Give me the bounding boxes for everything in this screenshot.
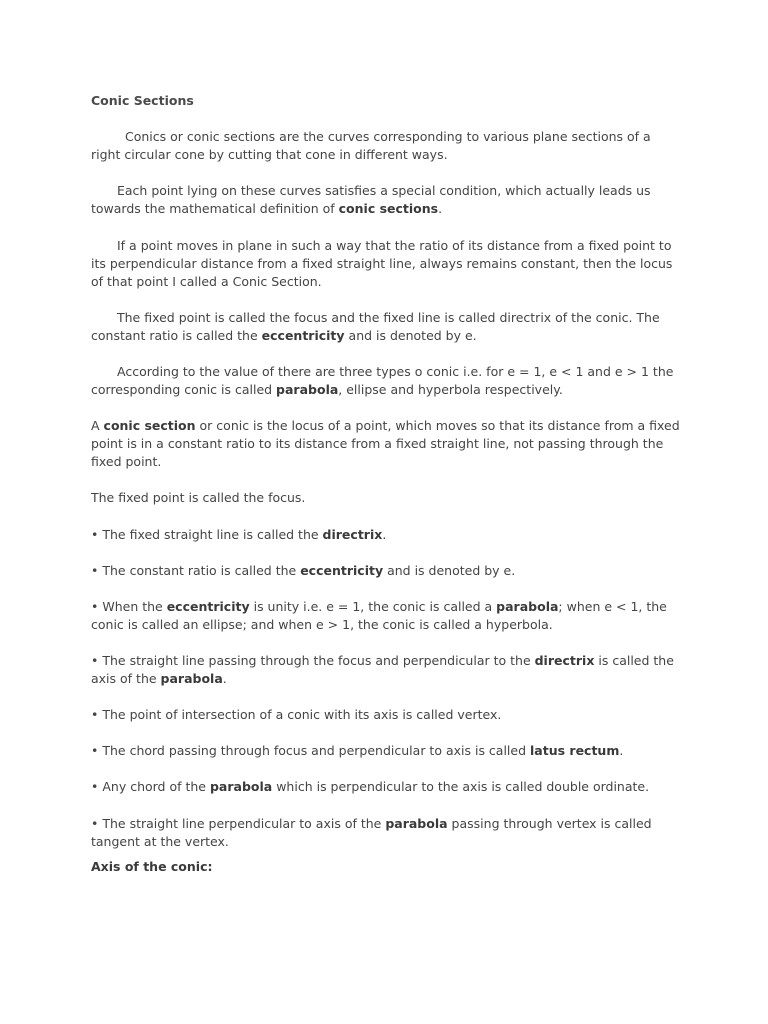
list-item bbox=[91, 652, 683, 688]
list-item bbox=[91, 598, 683, 634]
page-title: Conic Sections bbox=[91, 93, 194, 108]
bold-term: conic section bbox=[103, 418, 196, 433]
list-item-text: passing through vertex is called tangent at the vertex. bbox=[91, 816, 652, 849]
list-item-text: • The straight line perpendicular to axis of the bbox=[91, 816, 386, 831]
list-item-text: . bbox=[222, 671, 227, 686]
bold-term: eccentricity bbox=[166, 599, 250, 614]
list-item-text: • When the bbox=[91, 599, 167, 614]
paragraph-special-condition bbox=[91, 182, 683, 218]
bold-term: directrix bbox=[534, 653, 595, 668]
bold-term: latus rectum bbox=[530, 743, 620, 758]
list-item-text: • The constant ratio is called the bbox=[91, 563, 301, 578]
list-item bbox=[91, 706, 683, 724]
bold-term: eccentricity bbox=[300, 563, 384, 578]
paragraph-conic-section-definition bbox=[91, 417, 683, 471]
bold-term: directrix bbox=[322, 527, 383, 542]
bold-term: parabola bbox=[496, 599, 559, 614]
list-item-text: • The chord passing through focus and perpendicular to axis is called bbox=[91, 743, 531, 758]
list-item-text: which is perpendicular to the axis is called double ordinate. bbox=[272, 779, 650, 794]
list-item-text: and is denoted by e. bbox=[383, 563, 516, 578]
bold-term: eccentricity bbox=[261, 328, 345, 343]
paragraph-text: The fixed point is called the focus. bbox=[91, 490, 306, 505]
paragraph-text: The fixed point is called the focus and the fixed line is called directrix of the conic. The constant ratio is called the bbox=[91, 310, 660, 343]
paragraph-text: Each point lying on these curves satisfies a special condition, which actually leads us towards the mathematical definition of bbox=[91, 183, 651, 216]
paragraph-text: According to the value of there are three types o conic i.e. for e = 1, e < 1 and e > 1 the corresponding conic is called bbox=[91, 364, 674, 397]
paragraph-focus bbox=[91, 489, 683, 507]
paragraph-text: Conics or conic sections are the curves corresponding to various plane sections of a right circular cone by cutting that cone in different ways. bbox=[91, 129, 651, 162]
paragraph-focus-directrix bbox=[91, 309, 683, 345]
paragraph-locus-definition bbox=[91, 237, 683, 291]
paragraph-text: If a point moves in plane in such a way that the ratio of its distance from a fixed point to its perpendicular distance from a fixed straight line, always remains constant, then the locus of that point I called a Conic Section. bbox=[91, 238, 673, 289]
paragraph-text: . bbox=[438, 201, 443, 216]
section-heading: Axis of the conic: bbox=[91, 859, 213, 874]
bold-term: parabola bbox=[276, 382, 339, 397]
list-item bbox=[91, 778, 683, 796]
list-item bbox=[91, 562, 683, 580]
list-item-text: is unity i.e. e = 1, the conic is called a bbox=[249, 599, 497, 614]
paragraph-conics-intro bbox=[91, 128, 683, 164]
list-item bbox=[91, 526, 683, 544]
list-item-text: . bbox=[382, 527, 387, 542]
list-item bbox=[91, 815, 683, 851]
paragraph-conic-types bbox=[91, 363, 683, 399]
paragraph-text: A bbox=[91, 418, 104, 433]
list-item bbox=[91, 742, 683, 760]
list-item-text: . bbox=[619, 743, 624, 758]
paragraph-text: , ellipse and hyperbola respectively. bbox=[338, 382, 563, 397]
list-item-text: • The fixed straight line is called the bbox=[91, 527, 323, 542]
list-item-text: • The point of intersection of a conic with its axis is called vertex. bbox=[91, 707, 502, 722]
list-item-text: • The straight line passing through the focus and perpendicular to the bbox=[91, 653, 535, 668]
paragraph-text: and is denoted by e. bbox=[344, 328, 477, 343]
list-item-text: ; when e < 1, the conic is called an ellipse; and when e > 1, the conic is called a hyperbola. bbox=[91, 599, 667, 632]
paragraph-text: or conic is the locus of a point, which moves so that its distance from a fixed point is in a constant ratio to its distance from a fixed straight line, not passing through the fixed point. bbox=[91, 418, 680, 469]
list-item-text: • Any chord of the bbox=[91, 779, 210, 794]
bold-term: conic sections bbox=[338, 201, 439, 216]
bold-term: parabola bbox=[209, 779, 273, 794]
bold-term: parabola bbox=[160, 671, 223, 686]
bold-term: parabola bbox=[385, 816, 448, 831]
list-item-text: is called the axis of the bbox=[91, 653, 674, 686]
